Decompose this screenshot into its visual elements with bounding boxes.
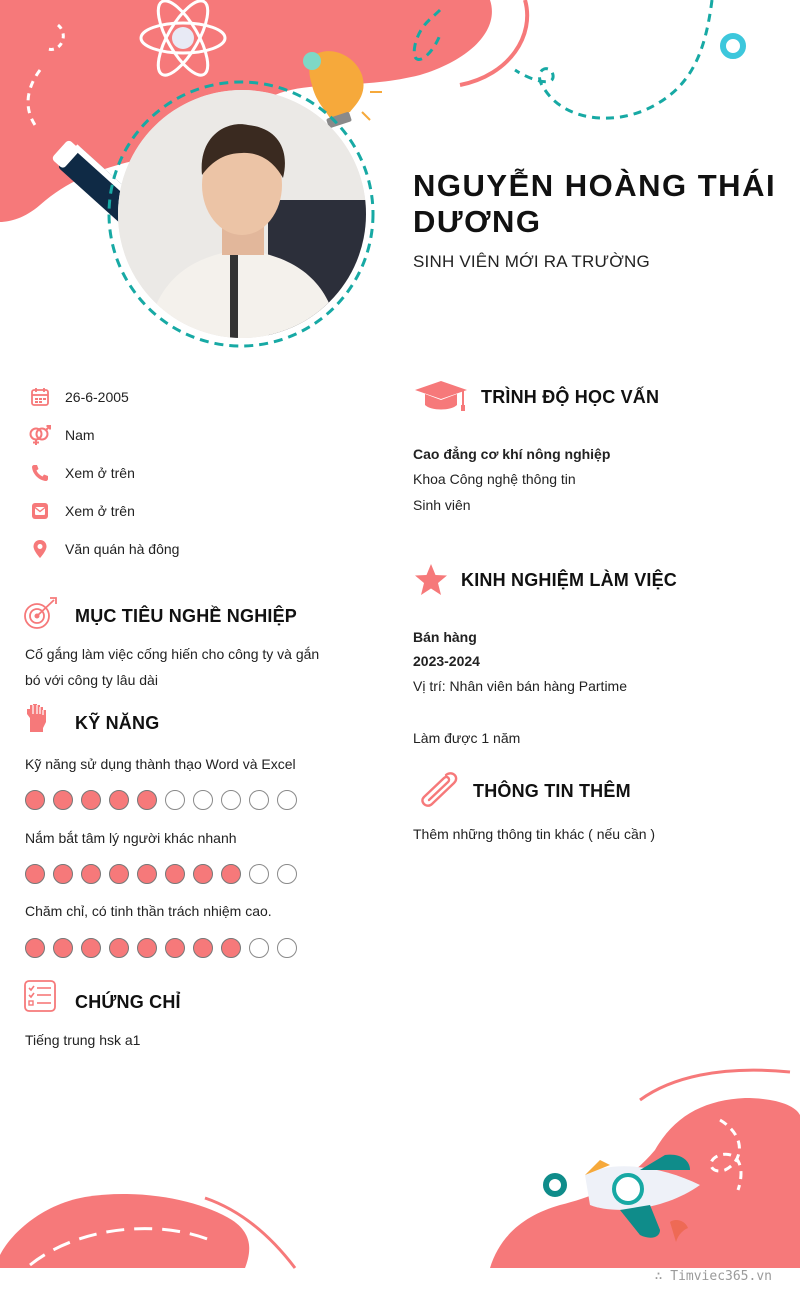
contact-gender xyxy=(28,423,95,447)
rating-dot-empty xyxy=(249,864,269,884)
paperclip-icon xyxy=(416,771,460,816)
experience-note: Làm được 1 năm xyxy=(413,730,521,746)
education-school: Cao đẳng cơ khí nông nghiệp xyxy=(413,446,611,462)
certificate-item: Tiếng trung hsk a1 xyxy=(25,1032,141,1048)
address-value: Văn quán hà đông xyxy=(65,541,180,557)
rating-dot-filled xyxy=(137,864,157,884)
certificates-heading: CHỨNG CHỈ xyxy=(75,992,181,1012)
contact-email xyxy=(28,499,135,523)
experience-period: 2023-2024 xyxy=(413,653,480,669)
footer-decoration xyxy=(0,1060,800,1270)
rating-dot-filled xyxy=(25,790,45,810)
skill-rating-2 xyxy=(25,864,297,884)
star-icon xyxy=(413,562,449,603)
contact-birthday xyxy=(28,385,129,409)
rating-dot-filled xyxy=(109,938,129,958)
rating-dot-filled xyxy=(81,938,101,958)
location-pin-icon xyxy=(28,537,52,561)
skill-name-1: Kỹ năng sử dụng thành thạo Word và Excel xyxy=(25,756,296,772)
watermark: ∴ Timviec365.vn xyxy=(654,1269,772,1284)
contact-phone xyxy=(28,461,135,485)
rating-dot-filled xyxy=(53,864,73,884)
skill-rating-3 xyxy=(25,938,297,958)
rating-dot-filled xyxy=(221,938,241,958)
experience-position: Vị trí: Nhân viên bán hàng Partime xyxy=(413,678,628,694)
checklist-icon xyxy=(24,980,56,1017)
education-status: Sinh viên xyxy=(413,497,471,513)
email-value: Xem ở trên xyxy=(65,503,135,519)
rating-dot-filled xyxy=(53,938,73,958)
target-icon xyxy=(22,596,60,637)
avatar xyxy=(118,90,366,338)
experience-heading: KINH NGHIỆM LÀM VIỆC xyxy=(461,570,678,590)
rating-dot-filled xyxy=(165,938,185,958)
rating-dot-empty xyxy=(249,938,269,958)
rating-dot-filled xyxy=(81,864,101,884)
rating-dot-empty xyxy=(249,790,269,810)
hand-icon xyxy=(24,702,50,739)
birthday-value: 26-6-2005 xyxy=(65,389,129,405)
experience-company: Bán hàng xyxy=(413,629,477,645)
rating-dot-filled xyxy=(221,864,241,884)
additional-text: Thêm những thông tin khác ( nếu cần ) xyxy=(413,826,656,842)
skill-name-2: Nắm bắt tâm lý người khác nhanh xyxy=(25,830,237,846)
rating-dot-empty xyxy=(277,864,297,884)
rating-dot-filled xyxy=(193,938,213,958)
rating-dot-empty xyxy=(193,790,213,810)
skills-heading: KỸ NĂNG xyxy=(75,713,160,733)
rating-dot-filled xyxy=(109,864,129,884)
rating-dot-filled xyxy=(165,864,185,884)
rating-dot-filled xyxy=(109,790,129,810)
rating-dot-filled xyxy=(137,790,157,810)
job-title: SINH VIÊN MỚI RA TRƯỜNG xyxy=(413,252,650,271)
rating-dot-filled xyxy=(53,790,73,810)
graduation-cap-icon xyxy=(413,378,469,419)
gender-value: Nam xyxy=(65,427,95,443)
contact-address xyxy=(28,537,179,561)
rating-dot-filled xyxy=(25,938,45,958)
phone-icon xyxy=(28,461,52,485)
rating-dot-empty xyxy=(221,790,241,810)
rating-dot-empty xyxy=(277,938,297,958)
gender-icon xyxy=(28,423,52,447)
calendar-icon xyxy=(28,385,52,409)
education-major: Khoa Công nghệ thông tin xyxy=(413,471,576,487)
rating-dot-filled xyxy=(81,790,101,810)
rating-dot-filled xyxy=(25,864,45,884)
rating-dot-filled xyxy=(137,938,157,958)
rating-dot-empty xyxy=(165,790,185,810)
objective-heading: MỤC TIÊU NGHỀ NGHIỆP xyxy=(75,606,298,626)
education-heading: TRÌNH ĐỘ HỌC VẤN xyxy=(481,387,660,407)
objective-line-1: Cố gắng làm việc cống hiến cho công ty và gắn xyxy=(25,646,320,662)
skill-rating-1 xyxy=(25,790,297,810)
objective-line-2: bó với công ty lâu dài xyxy=(25,672,158,688)
phone-value: Xem ở trên xyxy=(65,465,135,481)
skill-name-3: Chăm chỉ, có tinh thần trách nhiệm cao. xyxy=(25,903,272,919)
email-icon xyxy=(28,499,52,523)
candidate-name: NGUYỄN HOÀNG THÁI DƯƠNG xyxy=(413,168,777,239)
additional-heading: THÔNG TIN THÊM xyxy=(473,781,631,801)
rating-dot-filled xyxy=(193,864,213,884)
rating-dot-empty xyxy=(277,790,297,810)
